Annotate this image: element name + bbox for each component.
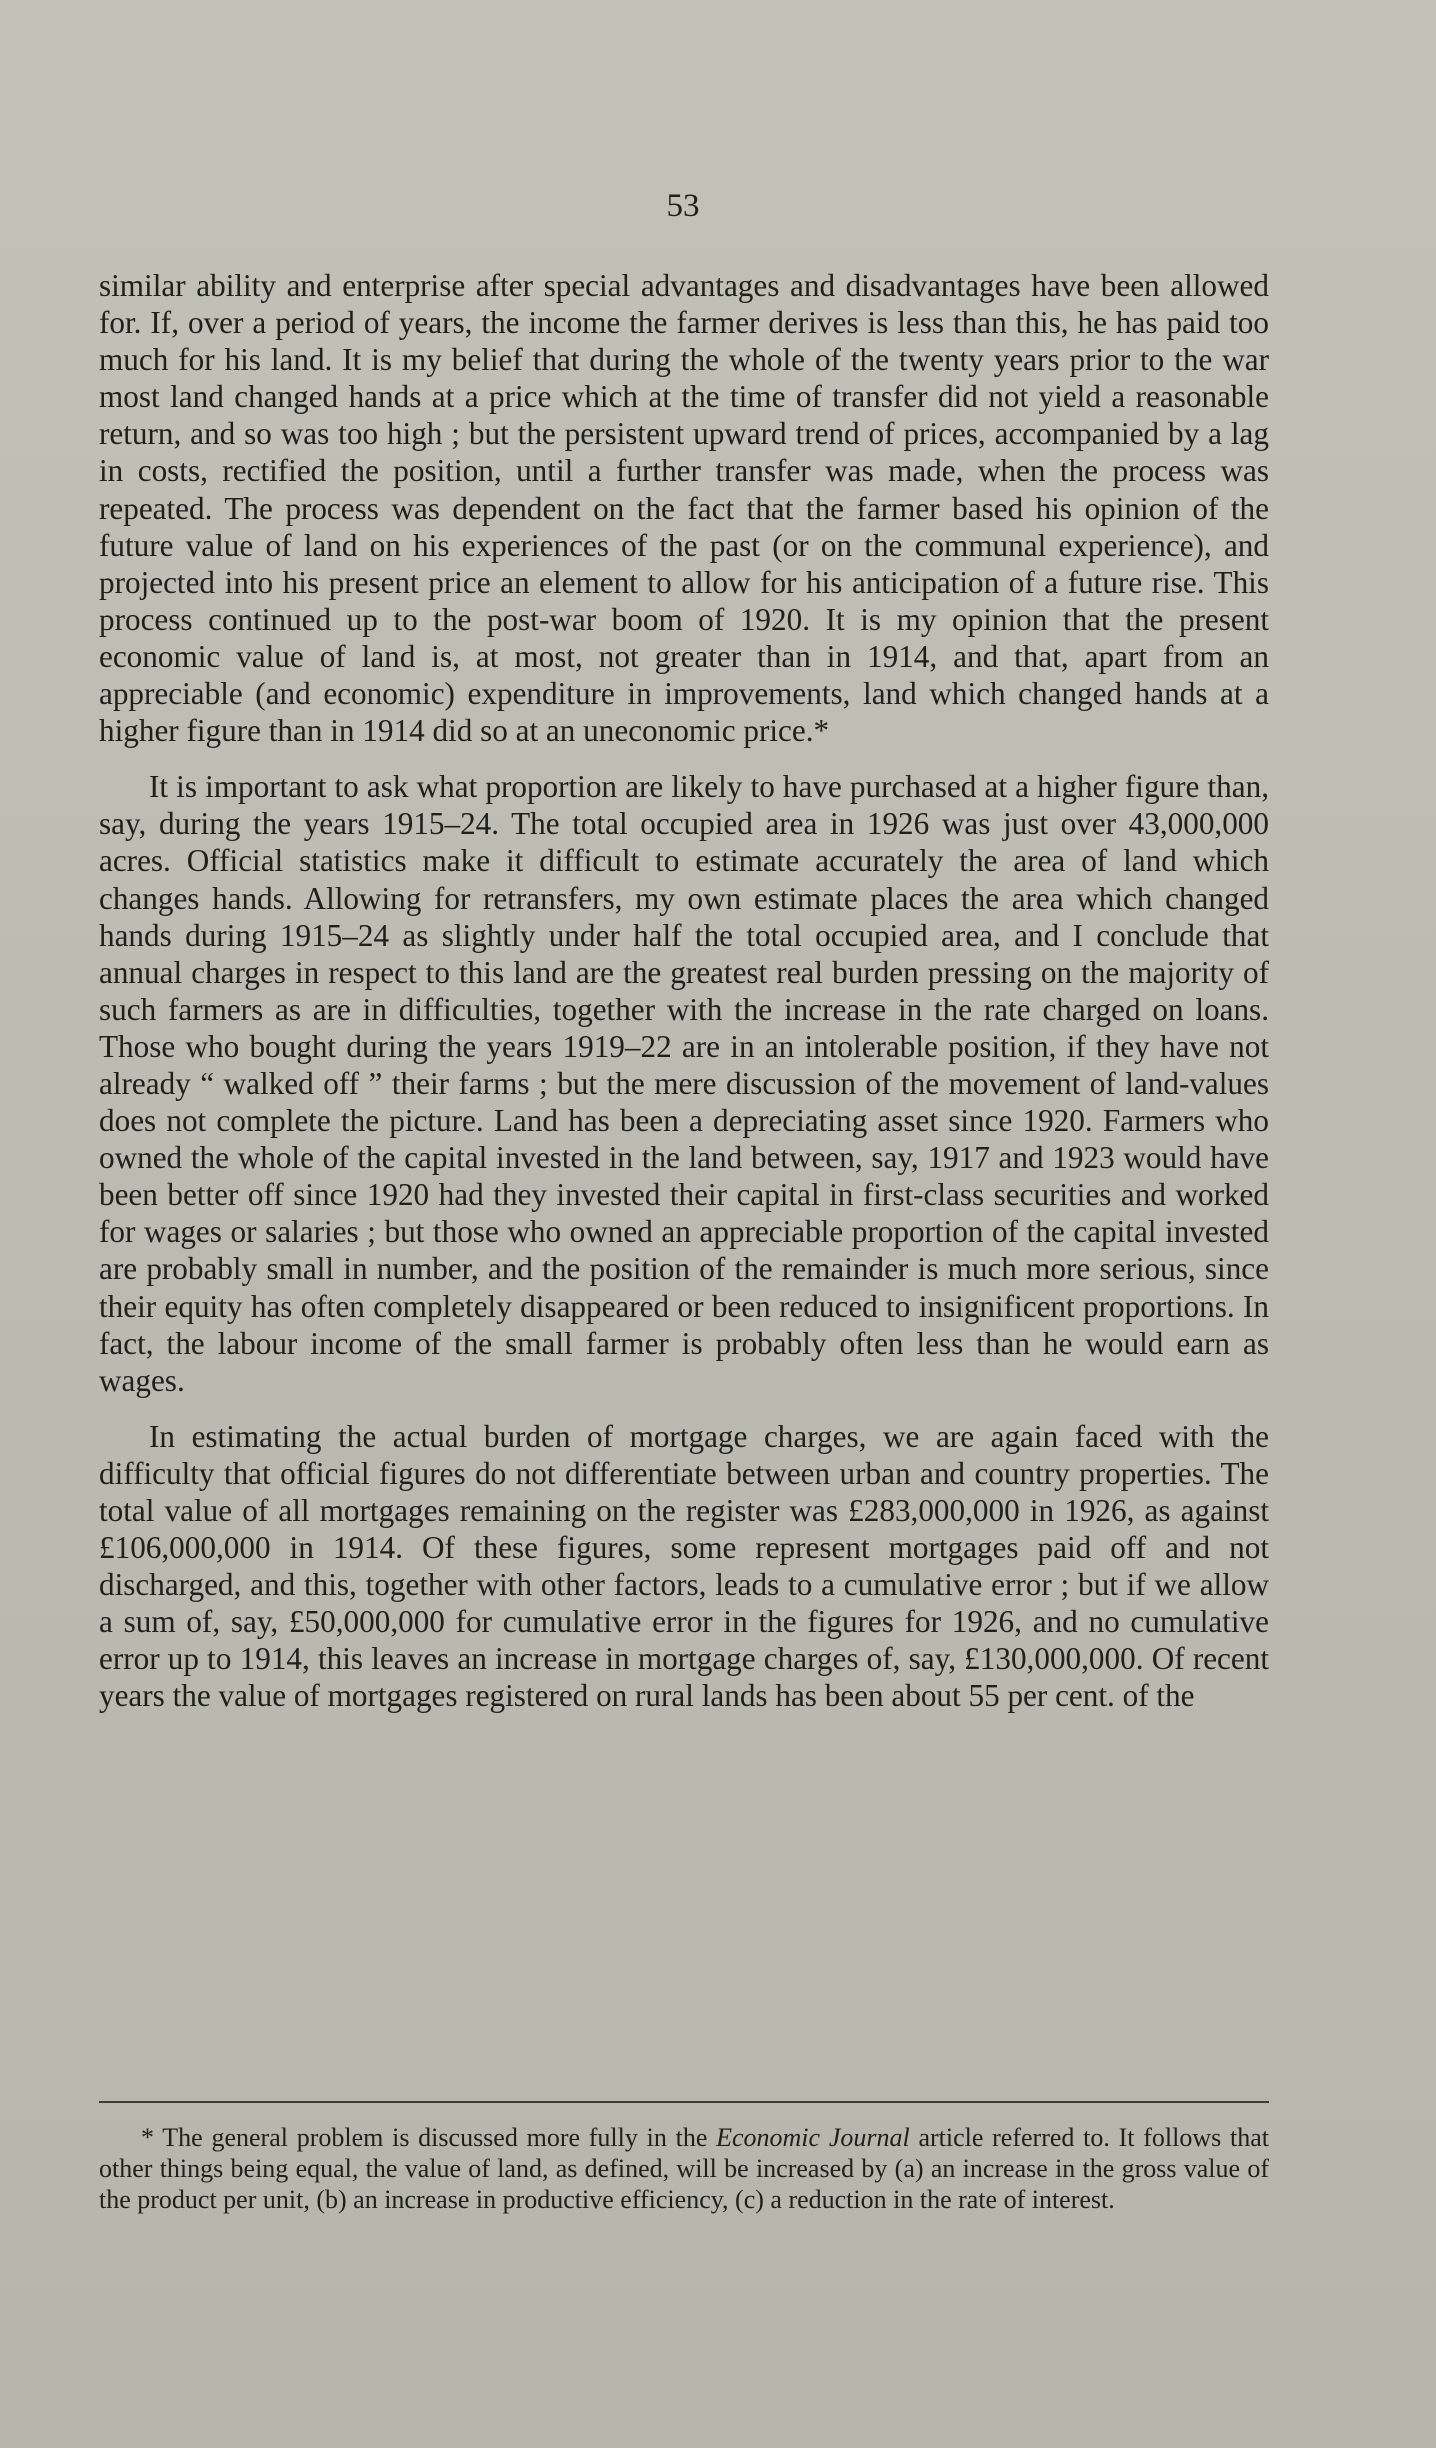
footnote (99, 2122, 1269, 2215)
footnote-text: article referred to. It follows that other things being equal, the value of land, as defined, will be increased by (99, 2123, 1269, 2183)
footnote-item-c: a reduction in the rate of interest. (770, 2185, 1115, 2214)
footnote-label-c: (c) (735, 2185, 764, 2214)
paragraph-1: similar ability and enterprise after special advantages and disadvantages have been allowed for. If, over a period of years, the income the farmer derives is less than this, he has paid too much for his land. It is my belief that during the whole of the twenty years prior to the war most land changed hands at a price which at the time of transfer did not yield a reasonable return, and so was too high ; but the persistent upward trend of prices, accompanied by a lag in costs, rectified the position, until a further transfer was made, when the process was repeated. The process was dependent on the fact that the farmer based his opinion of the future value of land on his experiences of the past (or on the communal experience), and projected into his present price an element to allow for his anticipation of a future rise. This process continued up to the post-war boom of 1920. It is my opinion that the present economic value of land is, at most, not greater than in 1914, and that, apart from an appreciable (and economic) expenditure in improvements, land which changed hands at a higher figure than in 1914 did so at an uneconomic price.* (99, 268, 1269, 749)
footnote-item-a: an increase in the gross value of the product per unit, (99, 2154, 1270, 2214)
footnote-item-b: an increase in productive efficiency, (353, 2185, 729, 2214)
paragraph-2: It is important to ask what proportion are likely to have purchased at a higher figure than, say, during the years 1915–24. The total occupied area in 1926 was just over 43,000,000 acres. Official statistics make it difficult to estimate accurately the area of land which changes hands. Allowing for retransfers, my own estimate places the area which changed hands during 1915–24 as slightly under half the total occupied area, and I conclude that annual charges in respect to this land are the greatest real burden pressing on the majority of such farmers as are in difficulties, together with the increase in the rate charged on loans. Those who bought during the years 1919–22 are in an intolerable position, if they have not already “ walked off ” their farms ; but the mere discussion of the movement of land-values does not complete the picture. Land has been a depreciating asset since 1920. Farmers who owned the whole of the capital invested in the land between, say, 1917 and 1923 would have been better off since 1920 had they invested their capital in first-class securities and worked for wages or salaries ; but those who owned an appreciable proportion of the capital invested are probably small in number, and the position of the remainder is much more serious, since their equity has often completely disappeared or been reduced to insignificent proportions. In fact, the labour income of the small farmer is probably often less than he would earn as wages. (99, 769, 1269, 1398)
footnote-intro: * The general problem is discussed more fully in the (141, 2123, 708, 2152)
page-number: 53 (666, 188, 700, 224)
footnote-divider (99, 2101, 1269, 2103)
body-text (99, 267, 1269, 1715)
footnote-label-b: (b) (316, 2185, 347, 2214)
footnote-label-a: (a) (894, 2154, 924, 2183)
footnote-journal-title: Economic Journal (716, 2123, 910, 2152)
paragraph-3: In estimating the actual burden of mortgage charges, we are again faced with the difficulty that official figures do not differentiate between urban and country properties. The total value of all mortgages remaining on the register was £283,000,000 in 1926, as against £106,000,000 in 1914. Of these figures, some represent mortgages paid off and not discharged, and this, together with other factors, leads to a cumulative error ; but if we allow a sum of, say, £50,000,000 for cumulative error in the figures for 1926, and no cumulative error up to 1914, this leaves an increase in mortgage charges of, say, £130,000,000. Of recent years the value of mortgages registered on rural lands has been about 55 per cent. of the (99, 1418, 1269, 1714)
